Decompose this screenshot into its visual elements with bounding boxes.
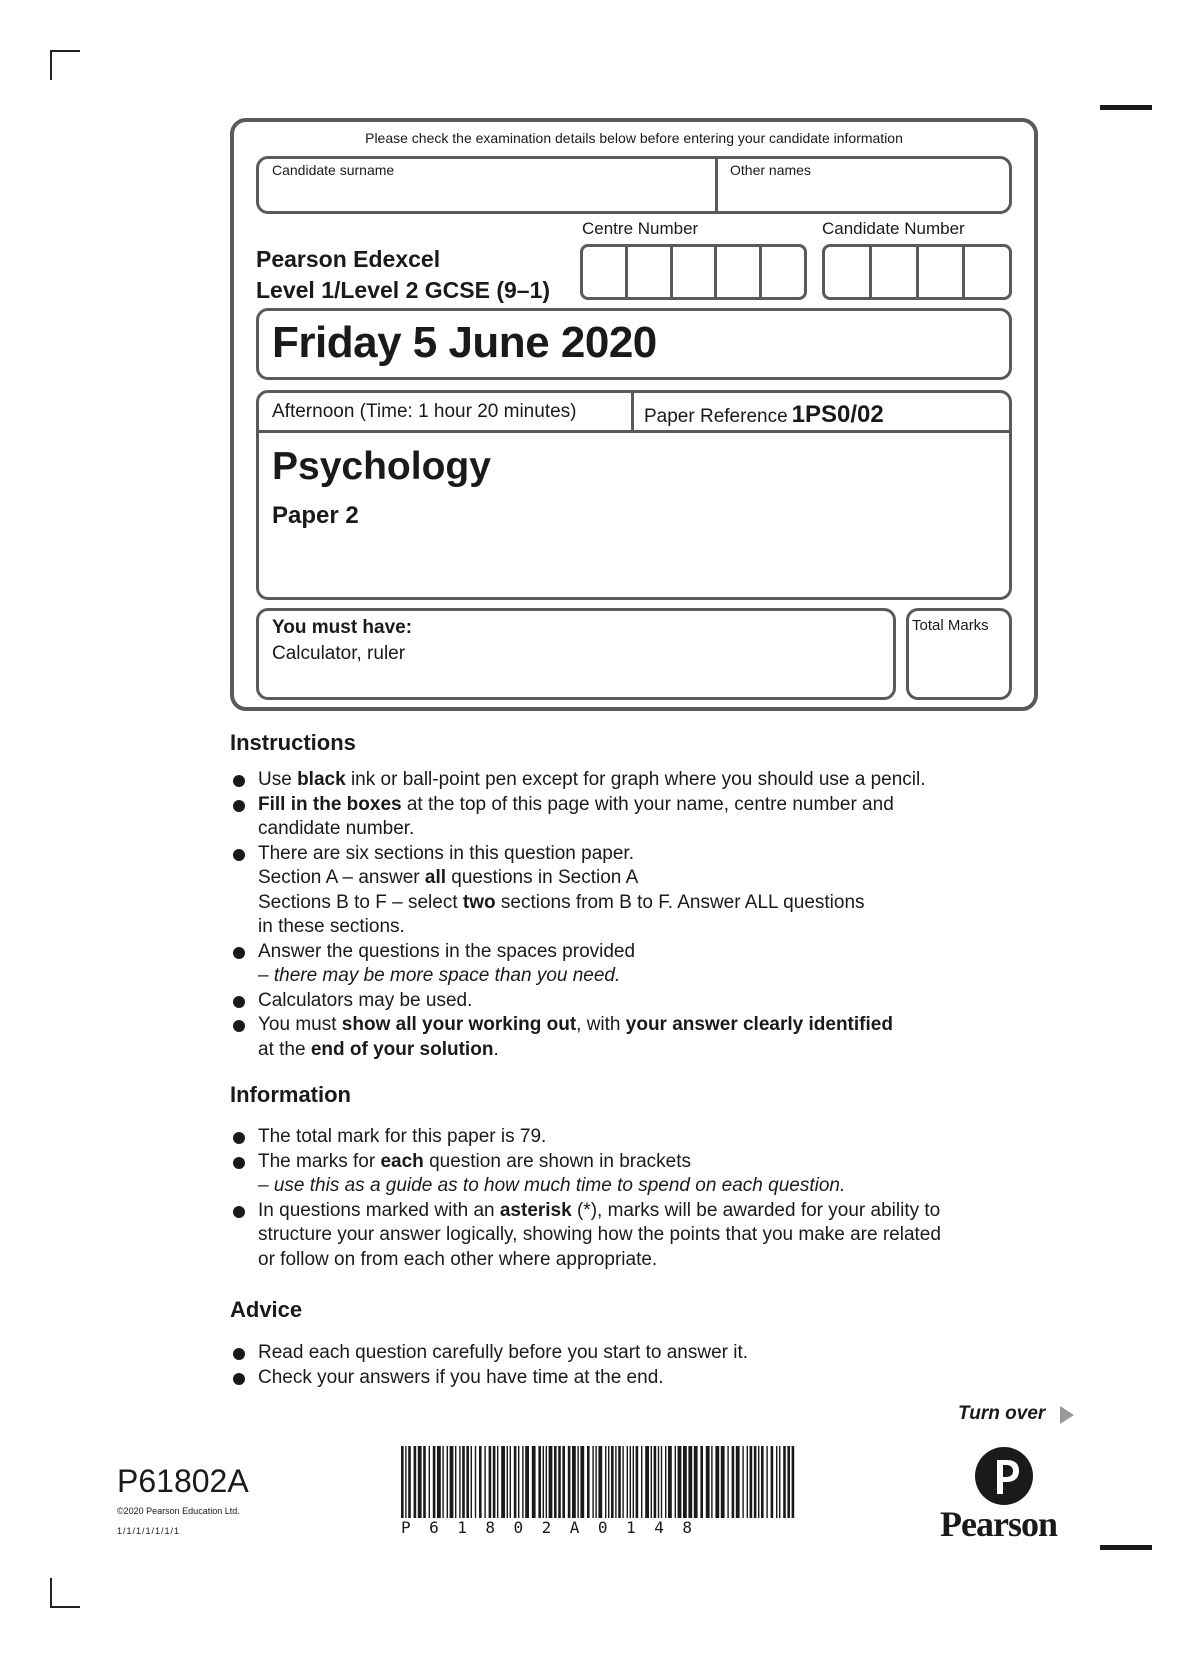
crop-mark-top-left-h: [50, 50, 80, 52]
barcode-bar: [761, 1446, 764, 1518]
barcode-bar: [466, 1446, 469, 1518]
barcode-bar: [758, 1446, 759, 1518]
print-code: 1/1/1/1/1/1/1: [117, 1526, 181, 1536]
barcode-bar: [414, 1446, 417, 1518]
barcode-bar: [554, 1446, 557, 1518]
centre-number-boxes[interactable]: [580, 244, 807, 300]
barcode-bar: [694, 1446, 698, 1518]
list-item: Calculators may be used.: [230, 989, 1030, 1014]
barcode-bar: [447, 1446, 448, 1518]
bullet-icon: [233, 1157, 245, 1169]
paper-reference-code: 1PS0/02: [791, 401, 884, 428]
information-list: [230, 1125, 1030, 1272]
barcode-bar: [497, 1446, 498, 1518]
barcode-bar: [442, 1446, 443, 1518]
barcode-bar: [475, 1446, 476, 1518]
barcode-bar: [611, 1446, 614, 1518]
must-have-items: Calculator, ruler: [272, 643, 406, 664]
barcode-bar: [633, 1446, 634, 1518]
other-names-field[interactable]: Other names: [730, 162, 811, 178]
advice-list: [230, 1341, 1030, 1390]
centre-number-digit[interactable]: [673, 247, 718, 297]
barcode-bar: [484, 1446, 485, 1518]
board-name: Pearson Edexcel: [256, 246, 441, 272]
list-item: The total mark for this paper is 79.: [230, 1125, 1030, 1150]
information-heading: Information: [230, 1082, 351, 1107]
session-time: Afternoon (Time: 1 hour 20 minutes): [272, 401, 577, 422]
edge-mark-bottom-right: [1100, 1545, 1152, 1550]
centre-number-label: Centre Number: [582, 219, 699, 238]
barcode-bar: [636, 1446, 639, 1518]
copyright: ©2020 Pearson Education Ltd.: [117, 1506, 240, 1516]
candidate-number-digit[interactable]: [919, 247, 966, 297]
barcode-bar: [423, 1446, 426, 1518]
barcode-bar: [501, 1446, 505, 1518]
bullet-icon: [233, 775, 245, 787]
barcode-bar: [721, 1446, 725, 1518]
exam-board: [256, 244, 550, 306]
barcode-bar: [507, 1446, 508, 1518]
barcode-bar: [792, 1446, 795, 1518]
bullet-icon: [233, 996, 245, 1008]
candidate-number-boxes[interactable]: [822, 244, 1012, 300]
bullet-icon: [233, 1373, 245, 1385]
barcode-bar: [510, 1446, 511, 1518]
barcode-bar: [462, 1446, 465, 1518]
instructions-list: [230, 768, 1030, 1062]
edge-mark-top-right: [1100, 105, 1152, 110]
list-item: Read each question carefully before you start to answer it.: [230, 1341, 1030, 1366]
barcode-bar: [450, 1446, 454, 1518]
barcode-bar: [683, 1446, 687, 1518]
turn-over-arrow-icon: [1060, 1406, 1074, 1424]
candidate-number-digit[interactable]: [872, 247, 919, 297]
list-item: Answer the questions in the spaces provided – there may be more space than you need.: [230, 940, 1030, 989]
paper-code: P61802A: [117, 1463, 249, 1499]
bullet-icon: [233, 1020, 245, 1032]
barcode-bar: [493, 1446, 496, 1518]
barcode-bar: [605, 1446, 606, 1518]
pearson-p-logo-icon: [974, 1446, 1034, 1506]
centre-number-digit[interactable]: [717, 247, 762, 297]
barcode-bar: [732, 1446, 735, 1518]
barcode-number: P61802A0148: [401, 1518, 711, 1537]
barcode-bar: [572, 1446, 576, 1518]
barcode-bar: [543, 1446, 544, 1518]
turn-over-text: Turn over: [958, 1403, 1046, 1424]
bullet-icon: [233, 1132, 245, 1144]
barcode-bar: [471, 1446, 472, 1518]
list-item: There are six sections in this question paper. Section A – answer all questions in Section A Sections B to F – select two sections from B to F. Answer ALL questions in these sections.: [230, 842, 1030, 940]
barcode-bar: [645, 1446, 649, 1518]
barcode-bar: [433, 1446, 436, 1518]
barcode-bar: [742, 1446, 743, 1518]
barcode-bar: [675, 1446, 676, 1518]
barcode-bar: [736, 1446, 740, 1518]
advice-heading: Advice: [230, 1297, 303, 1322]
barcode-bar: [568, 1446, 571, 1518]
barcode-bar: [700, 1446, 703, 1518]
barcode-bar: [658, 1446, 659, 1518]
barcode-bar: [429, 1446, 430, 1518]
barcode-bar: [715, 1446, 719, 1518]
barcode-bar: [776, 1446, 777, 1518]
barcode-bar: [654, 1446, 657, 1518]
crop-mark-bottom-left-v: [50, 1578, 52, 1608]
barcode-bar: [787, 1446, 790, 1518]
barcode-bar: [668, 1446, 672, 1518]
candidate-number-digit[interactable]: [965, 247, 1009, 297]
bullet-icon: [233, 800, 245, 812]
barcode-bar: [706, 1446, 710, 1518]
bullet-icon: [233, 947, 245, 959]
barcode-bar: [525, 1446, 529, 1518]
barcode-bar: [401, 1446, 404, 1518]
paper-number: Paper 2: [272, 502, 359, 529]
list-item: Fill in the boxes at the top of this page with your name, centre number and candidate number.: [230, 793, 1030, 842]
barcode-bar: [641, 1446, 642, 1518]
barcode-bar: [538, 1446, 541, 1518]
barcode-bar: [771, 1446, 774, 1518]
bullet-icon: [233, 1206, 245, 1218]
barcode-bar: [754, 1446, 757, 1518]
exam-date: Friday 5 June 2020: [272, 318, 657, 367]
barcode-bar: [562, 1446, 565, 1518]
barcode-bar: [549, 1446, 553, 1518]
barcode-bar: [405, 1446, 406, 1518]
barcode-bar: [587, 1446, 590, 1518]
qualification-level: Level 1/Level 2 GCSE (9–1): [256, 277, 551, 303]
barcode-bar: [546, 1446, 547, 1518]
pearson-logo-text: Pearson: [940, 1504, 1057, 1544]
subject-title: Psychology: [272, 445, 491, 488]
barcode-bar: [779, 1446, 780, 1518]
barcode-bar: [418, 1446, 422, 1518]
barcode-bar: [627, 1446, 628, 1518]
list-item: In questions marked with an asterisk (*), marks will be awarded for your ability to structure your answer logically, showing how the points that you make are related or follow on from each other where appropriate.: [230, 1199, 1030, 1273]
barcode-bar: [522, 1446, 523, 1518]
session-ref-divider: [631, 390, 634, 432]
instructions-heading: Instructions: [230, 730, 356, 755]
centre-number-digit[interactable]: [628, 247, 673, 297]
barcode-bar: [598, 1446, 602, 1518]
barcode-bar: [489, 1446, 492, 1518]
crop-mark-top-left-v: [50, 50, 52, 80]
barcode-bar: [514, 1446, 517, 1518]
list-item: The marks for each question are shown in brackets – use this as a guide as to how much time to spend on each question.: [230, 1150, 1030, 1199]
barcode-bar: [608, 1446, 609, 1518]
barcode-bar: [711, 1446, 712, 1518]
list-item: Use black ink or ball-point pen except for graph where you should use a pencil.: [230, 768, 1030, 793]
crop-mark-bottom-left-h: [50, 1606, 80, 1608]
barcode-bar: [577, 1446, 578, 1518]
candidate-number-digit[interactable]: [825, 247, 872, 297]
centre-number-digit[interactable]: [762, 247, 804, 297]
barcode-bar: [622, 1446, 623, 1518]
barcode-bar: [618, 1446, 621, 1518]
bullet-icon: [233, 849, 245, 861]
centre-number-digit[interactable]: [583, 247, 628, 297]
barcode-bar: [592, 1446, 593, 1518]
name-divider: [715, 156, 718, 214]
list-item: You must show all your working out, with your answer clearly identified at the end of your solution.: [230, 1013, 1030, 1062]
total-marks-label: Total Marks: [912, 617, 989, 634]
barcode-bar: [750, 1446, 753, 1518]
list-item: Check your answers if you have time at the end.: [230, 1366, 1030, 1391]
paper-reference: [644, 401, 884, 429]
session-row-divider: [256, 430, 1012, 433]
barcode-bar: [678, 1446, 682, 1518]
candidate-number-label: Candidate Number: [822, 219, 965, 238]
barcode-bar: [783, 1446, 786, 1518]
barcode-bar: [766, 1446, 767, 1518]
barcode-bar: [437, 1446, 441, 1518]
barcode-bar: [532, 1446, 536, 1518]
barcode-bar: [595, 1446, 596, 1518]
candidate-surname-field[interactable]: Candidate surname: [272, 162, 395, 178]
barcode-bar: [651, 1446, 652, 1518]
must-have-label: You must have:: [272, 617, 413, 638]
bullet-icon: [233, 1348, 245, 1360]
barcode-bar: [479, 1446, 482, 1518]
barcode-bar: [408, 1446, 411, 1518]
paper-reference-label: Paper Reference: [644, 406, 788, 427]
barcode-bar: [518, 1446, 519, 1518]
barcode-bar: [630, 1446, 631, 1518]
barcode: [401, 1446, 797, 1518]
check-note: Please check the examination details below before entering your candidate information: [365, 130, 903, 146]
barcode-bar: [665, 1446, 666, 1518]
barcode-bar: [615, 1446, 616, 1518]
barcode-bar: [727, 1446, 728, 1518]
barcode-bar: [688, 1446, 692, 1518]
barcode-bar: [455, 1446, 456, 1518]
barcode-bar: [558, 1446, 561, 1518]
barcode-bar: [580, 1446, 584, 1518]
barcode-bar: [459, 1446, 460, 1518]
barcode-bar: [661, 1446, 662, 1518]
barcode-bar: [747, 1446, 748, 1518]
